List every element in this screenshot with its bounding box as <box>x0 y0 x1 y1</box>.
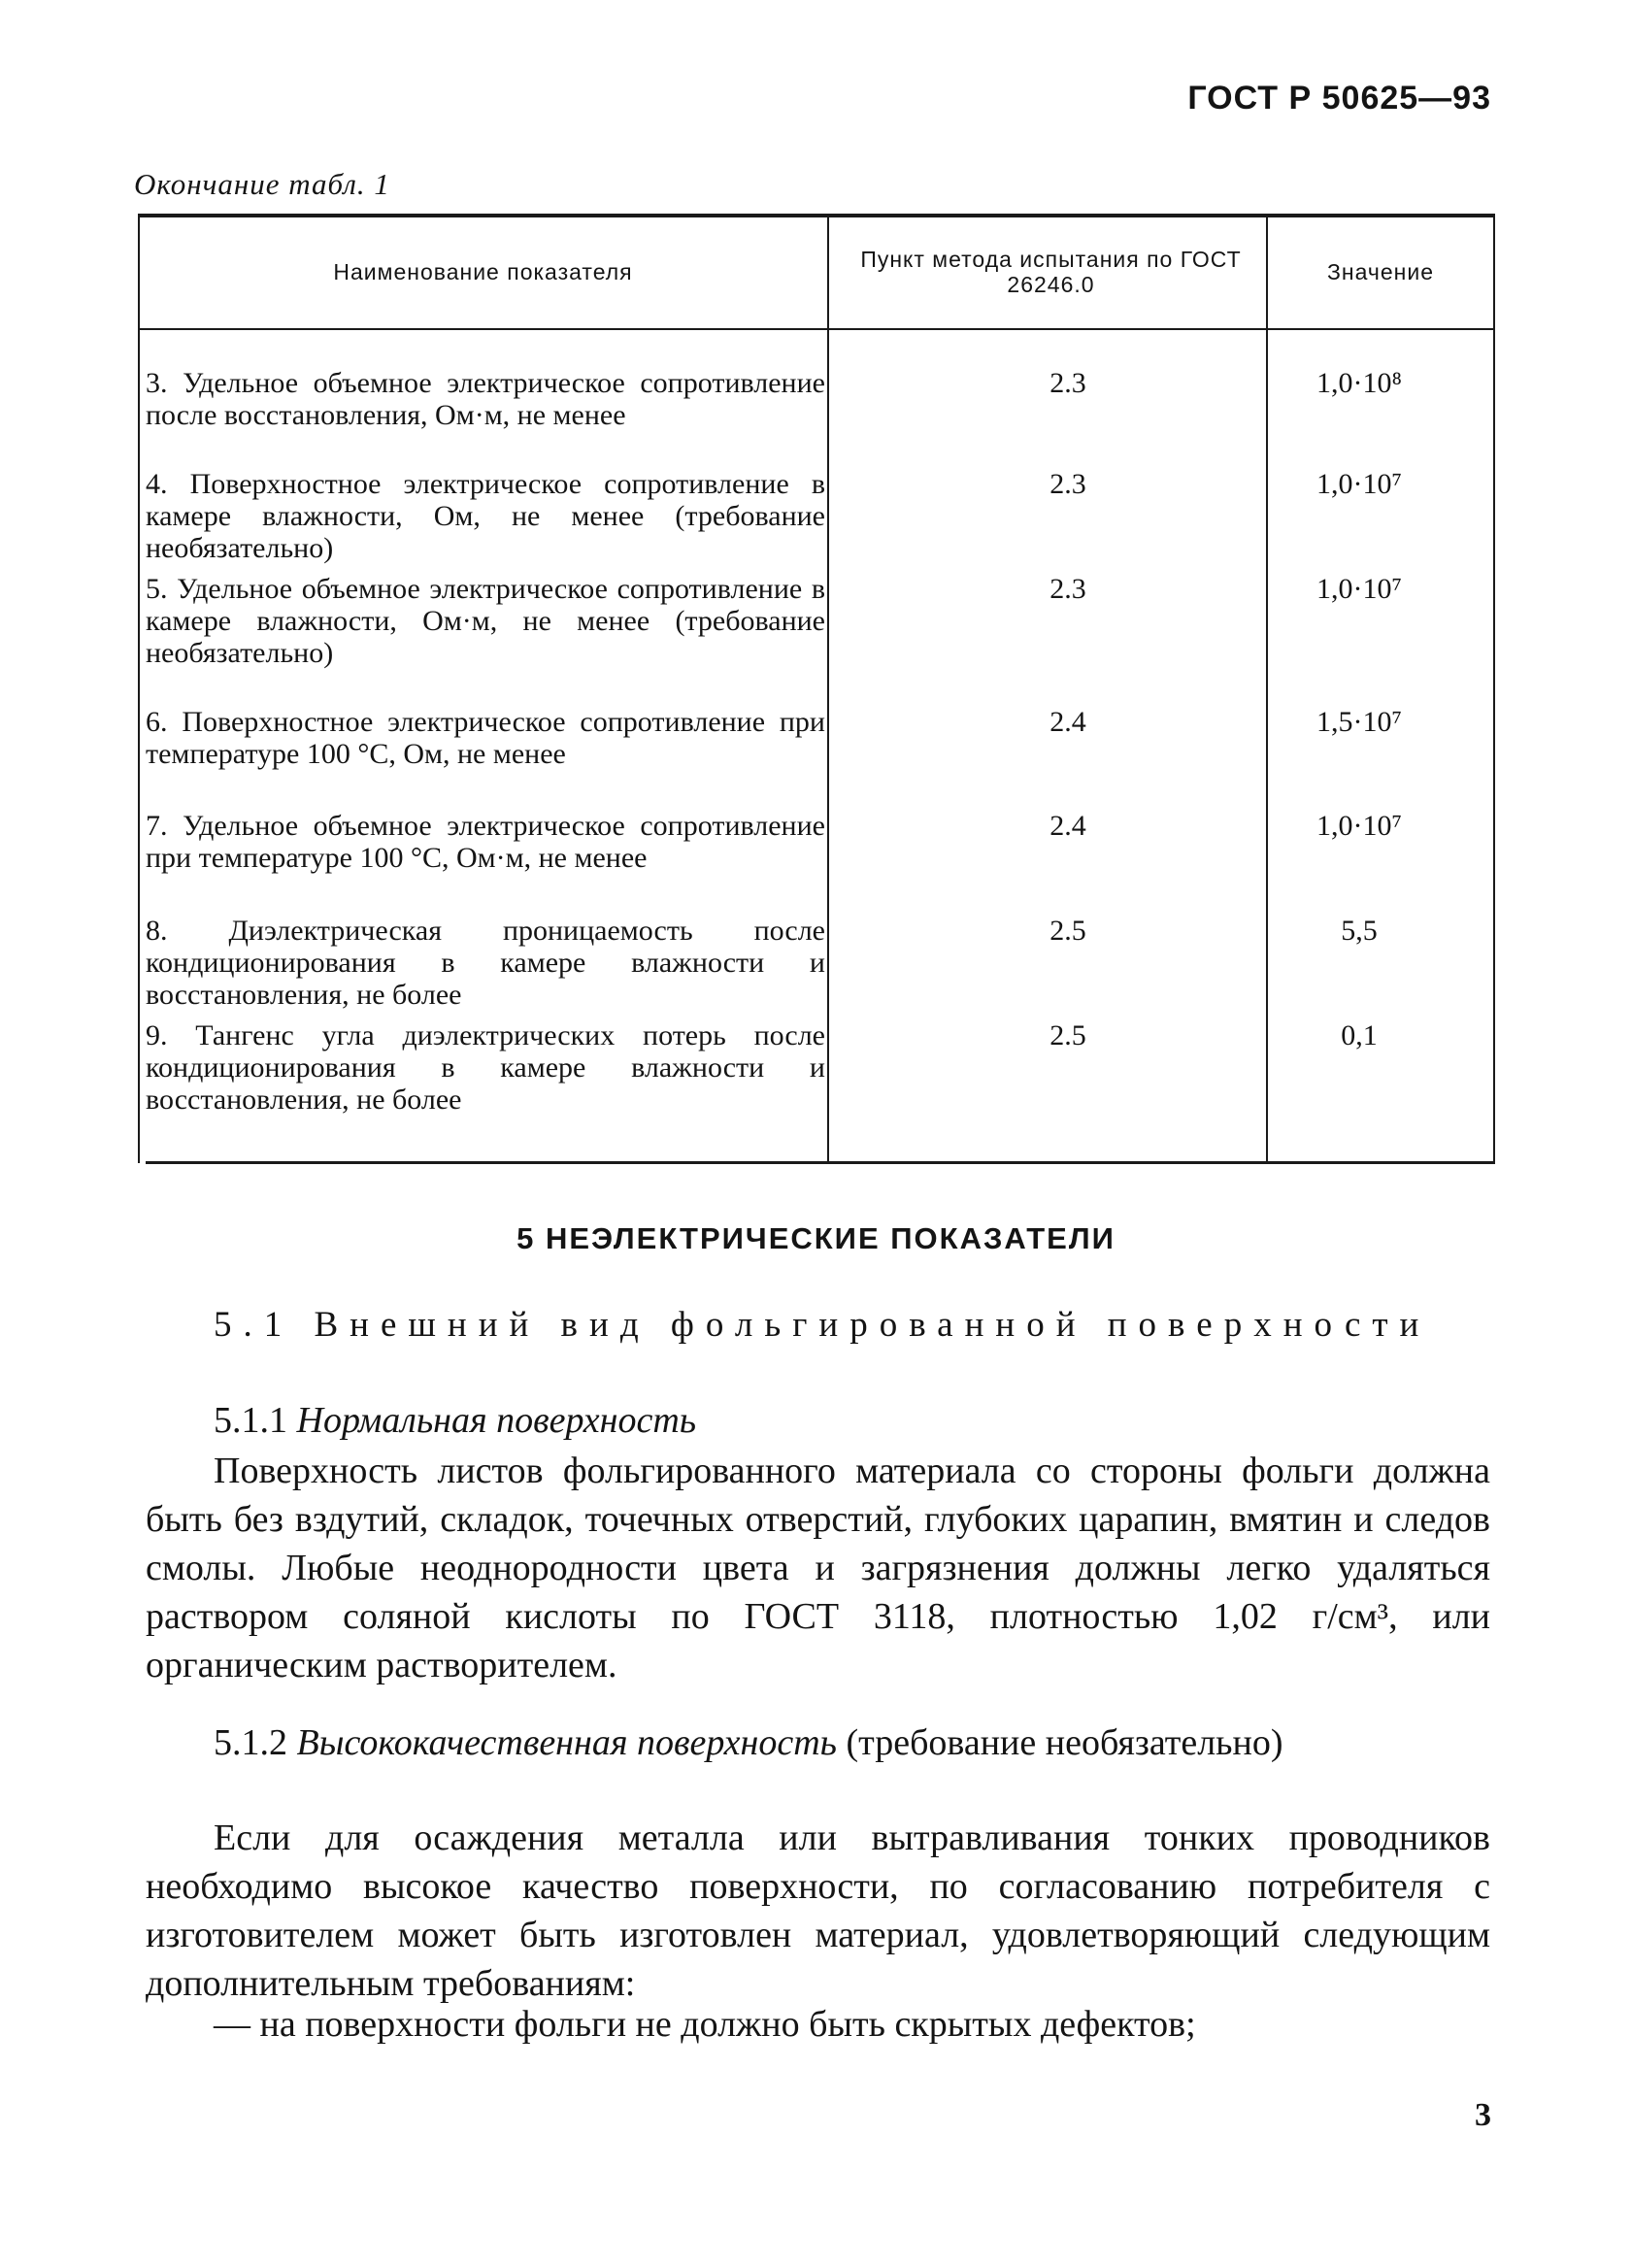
table-left-border <box>138 214 140 1163</box>
paragraph-high-quality-surface: Если для осаждения металла или вытравливания тонких проводников необходимо высокое качество поверхности, по согласованию потребителя с изготовителем может быть изготовлен материал, удовлетворяющий следующим дополнительным требованиям: <box>146 1818 1490 2004</box>
table-row-value: 1,0·10⁸ <box>1316 367 1402 399</box>
table-row-name: 5. Удельное объемное электрическое сопротивление в камере влажности, Ом·м, не менее (требование необязательно) <box>146 573 825 669</box>
table-col-divider-1 <box>827 214 829 1163</box>
table-row-name: 9. Тангенс угла диэлектрических потерь после кондиционирования в камере влажности и восстановления, не более <box>146 1019 825 1116</box>
table-row-name: 3. Удельное объемное электрическое сопротивление после восстановления, Ом·м, не менее <box>146 367 825 431</box>
table-bottom-border <box>146 1161 1495 1164</box>
column-header-value: Значение <box>1327 259 1434 284</box>
subsection-5-1-heading: 5.1 Внешний вид фольгированной поверхности <box>214 1305 1431 1345</box>
page-number: 3 <box>1475 2097 1491 2133</box>
table-caption: Окончание табл. 1 <box>134 167 390 201</box>
table-header-divider <box>138 328 1495 330</box>
subsection-5-1-1-title: Нормальная поверхность <box>296 1400 697 1441</box>
document-code: ГОСТ Р 50625—93 <box>1187 80 1491 117</box>
paragraph-normal-surface: Поверхность листов фольгированного материала со стороны фольги должна быть без вздутий, складок, точечных отверстий, глубоких царапин, вмятин и следов смолы. Любые неоднородности цвета и загрязнения должны легко удаляться раствором соляной кислоты по ГОСТ 3118, плотностью 1,02 г/см³, или органическим растворителем. <box>146 1451 1490 1685</box>
table-row-value: 5,5 <box>1341 915 1378 947</box>
table-row-name: 4. Поверхностное электрическое сопротивление в камере влажности, Ом, не менее (требование необязательно) <box>146 468 825 564</box>
table-row-method: 2.4 <box>1049 706 1086 738</box>
table-row-value: 1,5·10⁷ <box>1316 706 1402 738</box>
table-row-name: 6. Поверхностное электрическое сопротивление при температуре 100 °С, Ом, не менее <box>146 706 825 770</box>
column-header-method: Пункт метода испытания по ГОСТ 26246.0 <box>860 247 1242 297</box>
table-row-method: 2.3 <box>1049 468 1086 500</box>
subsection-5-1-2-note: (требование необязательно) <box>846 1722 1283 1763</box>
table-row-value: 1,0·10⁷ <box>1316 468 1402 500</box>
table-row-method: 2.3 <box>1049 367 1086 399</box>
section-title: 5 НЕЭЛЕКТРИЧЕСКИЕ ПОКАЗАТЕЛИ <box>516 1221 1116 1255</box>
table-row-value: 0,1 <box>1341 1019 1378 1051</box>
subsection-5-1-2-title: Высококачественная поверхность <box>296 1722 837 1763</box>
table-row-value: 1,0·10⁷ <box>1316 810 1402 842</box>
table-row-value: 1,0·10⁷ <box>1316 573 1402 605</box>
table-row-name: 8. Диэлектрическая проницаемость после кондиционирования в камере влажности и восстановления, не более <box>146 915 825 1011</box>
table-right-border <box>1493 214 1495 1163</box>
column-header-name: Наименование показателя <box>333 259 633 284</box>
table-col-divider-2 <box>1266 214 1268 1163</box>
subsection-5-1-1-number: 5.1.1 <box>214 1400 287 1441</box>
table-row-method: 2.5 <box>1049 1019 1086 1051</box>
table-row-method: 2.4 <box>1049 810 1086 842</box>
table-row-method: 2.5 <box>1049 915 1086 947</box>
table-row-method: 2.3 <box>1049 573 1086 605</box>
subsection-5-1-2-heading <box>146 1718 1490 1767</box>
subsection-5-1-2-number: 5.1.2 <box>214 1722 287 1763</box>
list-item-hidden-defects: — на поверхности фольги не должно быть скрытых дефектов; <box>214 2004 1196 2045</box>
table-row-name: 7. Удельное объемное электрическое сопротивление при температуре 100 °С, Ом·м, не менее <box>146 810 825 874</box>
subsection-5-1-1-heading <box>146 1396 1490 1445</box>
